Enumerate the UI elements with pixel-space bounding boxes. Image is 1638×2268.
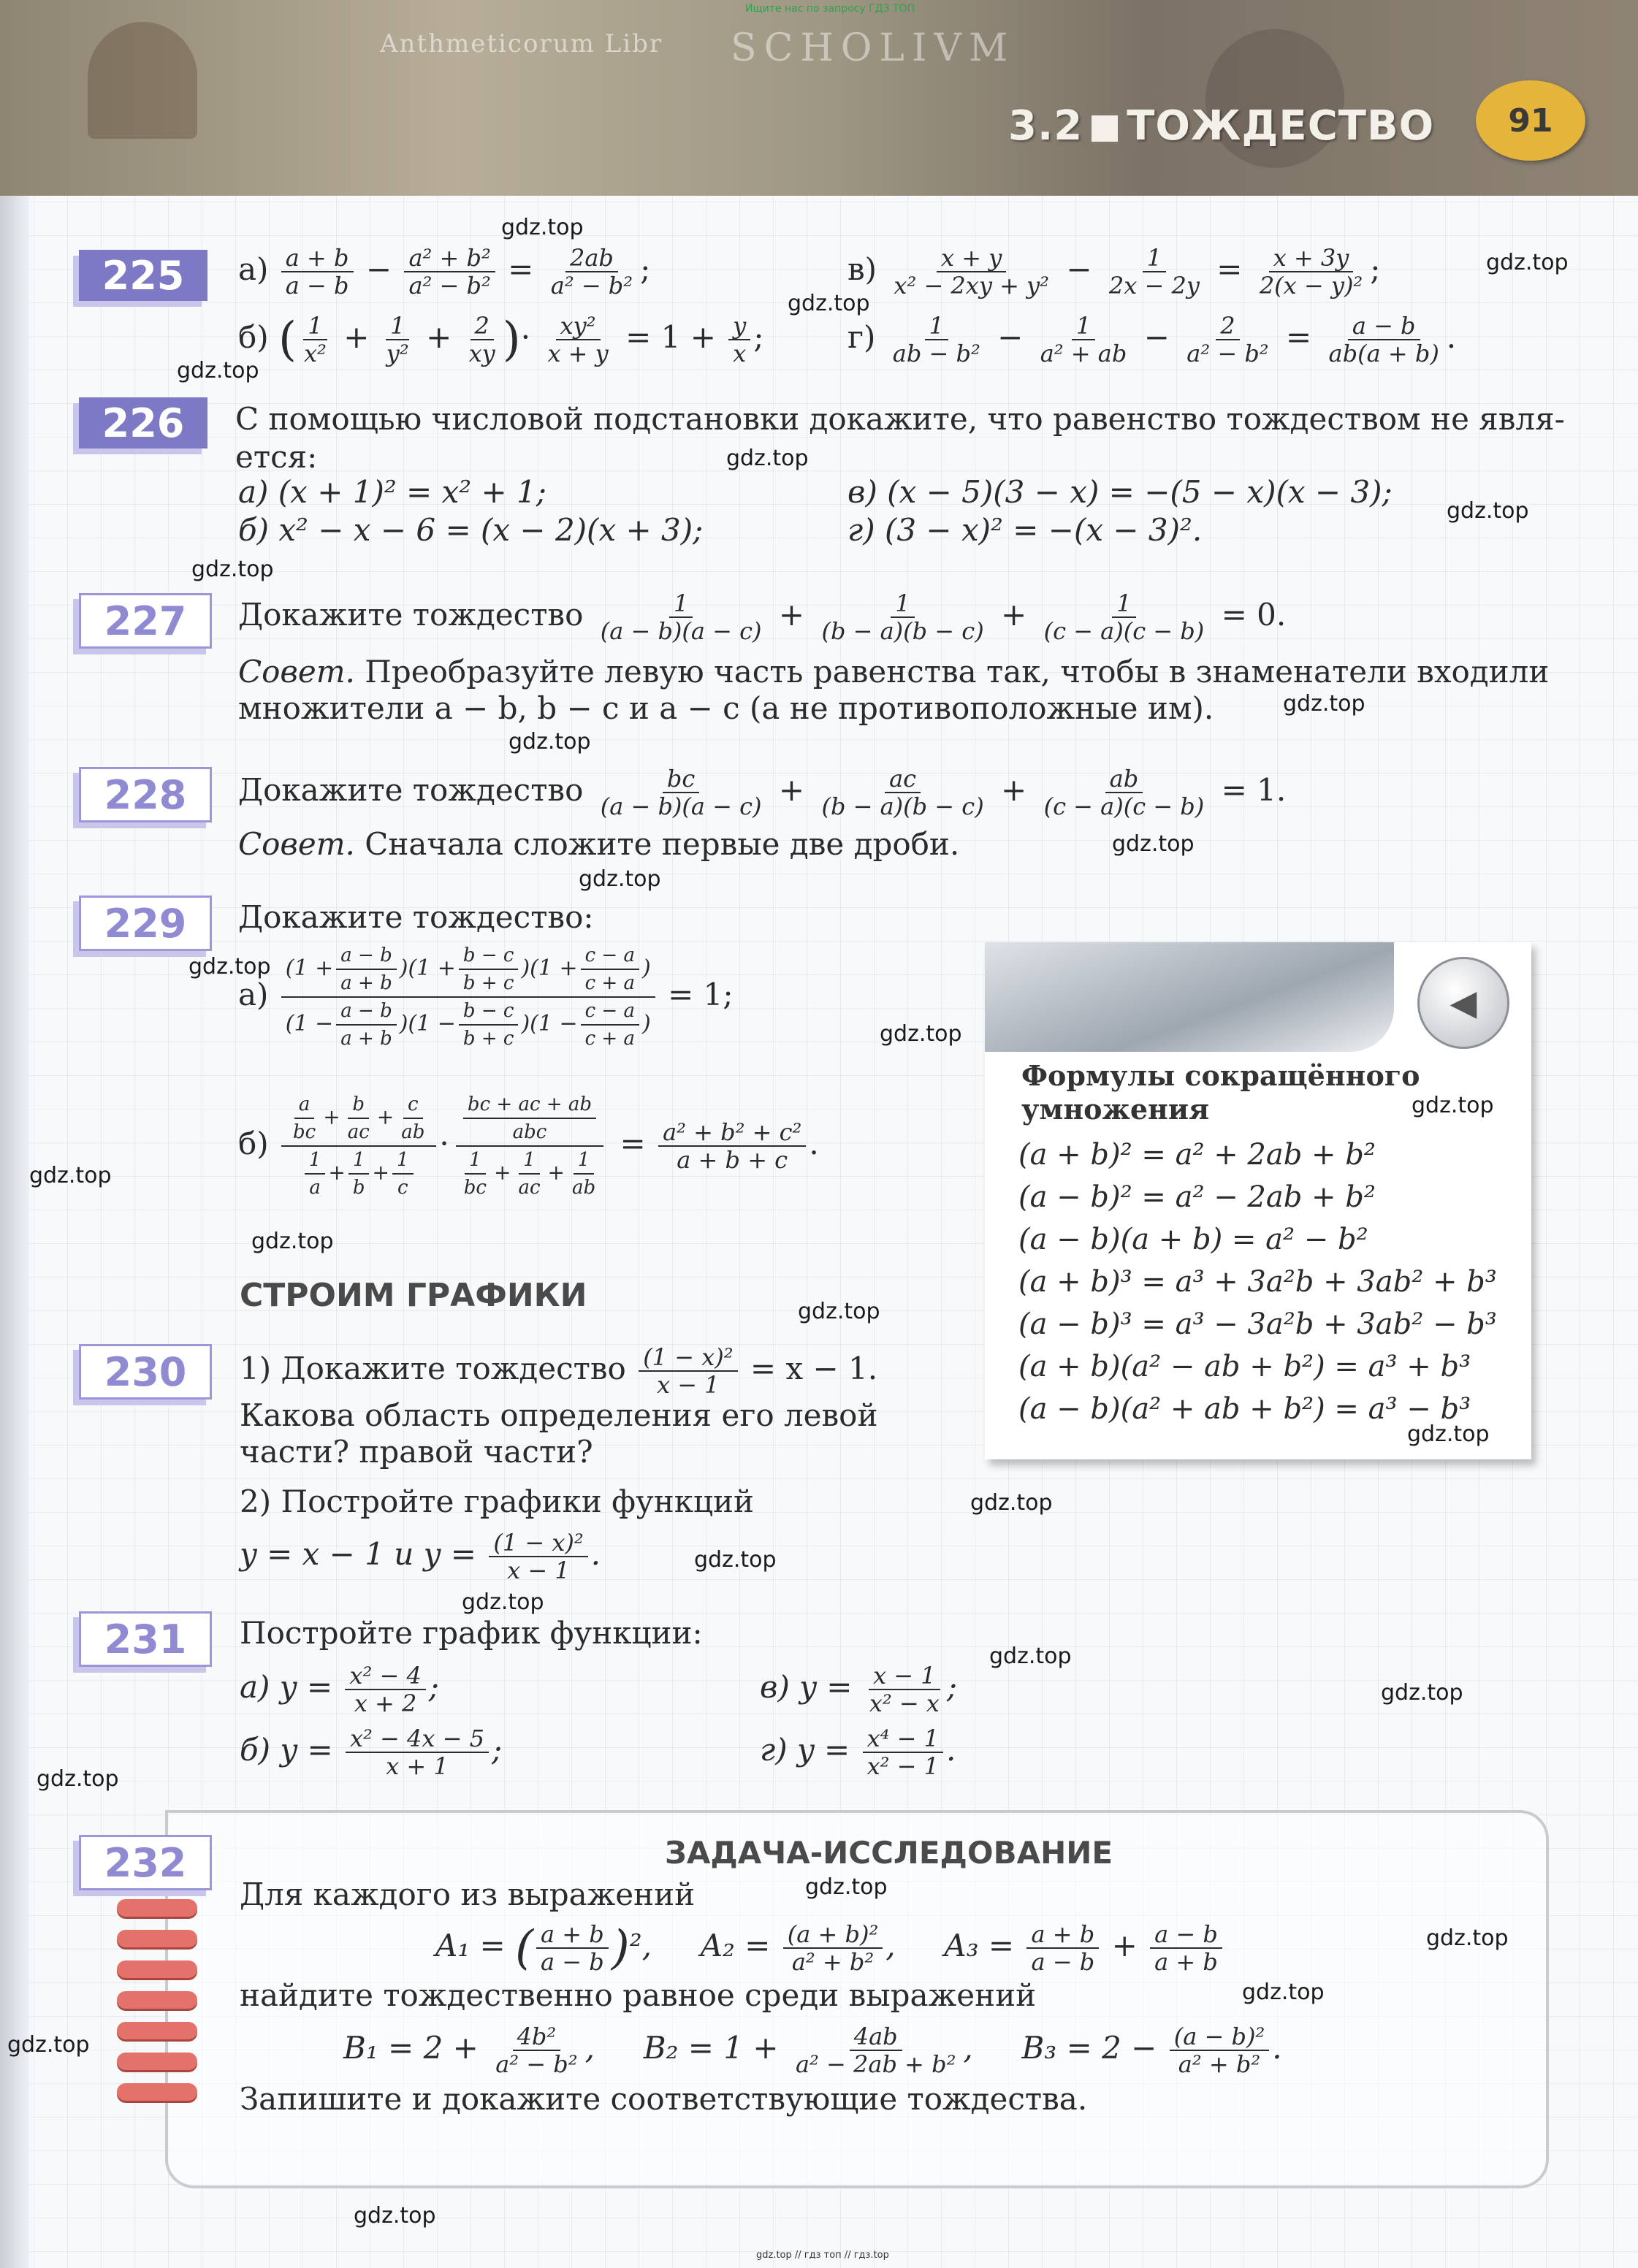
formula-item: (a + b)(a² − ab + b²) = a³ + b³ (1018, 1350, 1471, 1383)
section-title (1008, 102, 1434, 150)
ex230-p2: 2) Постройте графики функций (240, 1484, 754, 1519)
watermark[interactable]: gdz.top (726, 446, 809, 471)
ex232-end: Запишите и докажите соответствующие тождества. (240, 2081, 1088, 2117)
exercise-number-227: 227 (79, 593, 212, 649)
formula-card (985, 942, 1531, 1459)
ex226-text-1: С помощью числовой подстановки докажите, что равенство тождеством не явля- (235, 401, 1565, 437)
exercise-number-226: 226 (79, 397, 207, 448)
formula-card-title: Формулы сокращённого умножения (1021, 1059, 1420, 1126)
section-name: ТОЖДЕСТВО (1127, 102, 1435, 150)
ex230-p2-funcs: y = x − 1 и y = $\frac{\text{(1 − x)²}}{x - 1}$ . (240, 1529, 601, 1584)
watermark[interactable]: gdz.top (354, 2203, 436, 2229)
ex230-q2: части? правой части? (240, 1434, 593, 1470)
ex225-v: в) $\frac{x + y}{\text{x² − 2xy + y²}}$ − $\frac{1}{2x - 2y}$ = $\frac{x + 3y}{\text{2(x − y)²}}$ ; (847, 244, 1381, 299)
watermark[interactable]: gdz.top (29, 1163, 112, 1188)
exercise-number-230: 230 (79, 1344, 212, 1400)
ex232-A-expressions: A₁ = ( $\frac{a + b}{a - b}$ )², A₂ = $\frac{\text{(a + b)²}}{\text{a² + b²}}$ , A₃ = $\frac{a + b}{a - b}$ + $\frac{a - b}{a + b}$ (435, 1921, 1225, 1975)
watermark[interactable]: gdz.top (177, 358, 259, 383)
ex231-b: б) y = $\frac{\text{x² − 4x − 5}}{x + 1}$ ; (240, 1725, 503, 1780)
exercise-number-229: 229 (79, 896, 212, 951)
formula-item: (a − b)³ = a³ − 3a²b + 3ab² − b³ (1018, 1307, 1497, 1341)
ex231-g: г) y = $\frac{\text{x⁴ − 1}}{\text{x² − 1}}$ . (760, 1725, 956, 1780)
exercise-number-231: 231 (79, 1611, 212, 1667)
ex231-a: а) y = $\frac{\text{x² − 4}}{x + 2}$ ; (240, 1662, 439, 1717)
ex231-v: в) y = $\frac{x - 1}{\text{x² − x}}$ ; (760, 1662, 958, 1717)
watermark[interactable]: gdz.top (1283, 691, 1365, 717)
page-number: 91 (1476, 80, 1585, 161)
ex228-hint: Совет. Сначала сложите первые две дроби. (238, 826, 960, 862)
header-illustration (88, 22, 197, 139)
watermark[interactable]: gdz.top (501, 215, 584, 240)
watermark[interactable]: gdz.top (1412, 1093, 1494, 1118)
section-number: 3.2 (1008, 102, 1083, 150)
formula-list (1018, 1134, 1497, 1430)
ex232-B-expressions: B₁ = 2 + $\frac{\text{4b²}}{\text{a² − b²}}$ , B₂ = 1 + $\frac{4ab}{\text{a² − 2ab + b²}}$ , B₃ = 2 − $\frac{\text{(a − b)²}}{\text{a² + b²}}$ . (343, 2023, 1282, 2078)
header-latin-text: Anthmeticorum Libr (380, 29, 663, 58)
research-title: ЗАДАЧА-ИССЛЕДОВАНИЕ (665, 1835, 1113, 1871)
ex226-v: в) (x − 5)(3 − x) = −(5 − x)(x − 3); (847, 474, 1393, 510)
ex226-text-2: ется: (235, 439, 318, 475)
exercise-number-228: 228 (79, 767, 212, 822)
formula-item: (a − b)² = a² − 2ab + b² (1018, 1180, 1376, 1214)
watermark[interactable]: gdz.top (805, 1874, 888, 1900)
ex226-g: г) (3 − x)² = −(x − 3)². (847, 512, 1203, 548)
ex232-mid: найдите тождественно равное среди выражений (240, 1977, 1037, 2013)
ex229-lead: Докажите тождество: (238, 899, 594, 935)
watermark[interactable]: gdz.top (970, 1490, 1053, 1516)
watermark[interactable]: gdz.top (579, 866, 661, 892)
watermark[interactable]: gdz.top (1242, 1979, 1325, 2005)
watermark[interactable]: gdz.top (508, 729, 591, 755)
ex232-lead: Для каждого из выражений (240, 1876, 696, 1912)
page-header (0, 0, 1638, 196)
exercise-number-225: 225 (79, 250, 207, 301)
square-icon (1092, 115, 1118, 142)
spring-icon (117, 1899, 197, 2140)
ex229-a: а) (1 + $\frac{a - b}{a + b}$ )(1 + $\frac{b - c}{b + c}$ )(1 + $\frac{c - a}{c + a}$ ) (1 − $\frac{a - b}{a + b}$ )(1 − $\frac{b - c}{b + c}$ )(1 − $\frac{c - a}{c + a}$ ) = 1; (238, 942, 734, 1052)
watermark[interactable]: gdz.top (880, 1021, 962, 1047)
book-spine (0, 0, 29, 2268)
watermark[interactable]: gdz.top (788, 291, 870, 316)
formula-item: (a + b)² = a² + 2ab + b² (1018, 1138, 1376, 1172)
watermark[interactable]: gdz.top (989, 1643, 1072, 1669)
watermark[interactable]: gdz.top (7, 2032, 90, 2058)
watermark[interactable]: gdz.top (462, 1589, 544, 1615)
watermark[interactable]: gdz.top (1112, 831, 1195, 857)
ex225-g: г) $\frac{1}{\text{ab − b²}}$ − $\frac{1}{\text{a² + ab}}$ − $\frac{2}{\text{a² − b²}}$ = $\frac{a - b}{ab(a + b)}$ . (847, 312, 1457, 367)
top-note[interactable]: Ищите нас по запросу ГДЗ ТОП (745, 3, 915, 15)
watermark[interactable]: gdz.top (37, 1766, 119, 1792)
watermark[interactable]: gdz.top (694, 1547, 777, 1573)
ex229-b: б) $\frac{a}{bc}$ + $\frac{b}{ac}$ + $\frac{c}{ab}$ $\frac{1}{a}$ + $\frac{1}{b}$ + $\frac{1}{c}$ · bc + ac + ab abc $\frac{1}{bc}$ + $\frac{1}{ac}$ + $\frac{1}{ab}$ = $\frac{\text{a² + b² + c²}}{a + b + c}$ . (238, 1091, 819, 1201)
watermark[interactable]: gdz.top (191, 557, 274, 582)
ex230-p1: 1) Докажите тождество $\frac{\text{(1 − x)²}}{x - 1}$ = x − 1. (240, 1343, 878, 1399)
ex231-lead: Постройте график функции: (240, 1615, 703, 1651)
watermark[interactable]: gdz.top (251, 1229, 334, 1254)
formula-item: (a + b)³ = a³ + 3a²b + 3ab² + b³ (1018, 1265, 1497, 1299)
ex227-statement: Докажите тождество $\frac{1}{(a - b)(a - c)}$ + $\frac{1}{(b - a)(b - c)}$ + $\frac{1}{(c - a)(c - b)}$ = 0. (238, 589, 1287, 645)
page-curl (985, 942, 1394, 1052)
ex225-a: а) $\frac{a + b}{a - b}$ − $\frac{\text{a² + b²}}{\text{a² − b²}}$ = $\frac{2ab}{\text{a² − b²}}$ ; (238, 244, 651, 299)
watermark[interactable]: gdz.top (1447, 498, 1529, 524)
ex225-b: б) ( $\frac{1}{\text{x²}}$ + $\frac{1}{\text{y²}}$ + $\frac{2}{xy}$ )· $\frac{\text{xy²}}{x + y}$ = 1 + $\frac{y}{x}$ ; (238, 312, 764, 367)
ex227-hint-2: множители a − b, b − c и a − c (а не противоположные им). (238, 690, 1214, 726)
watermark[interactable]: gdz.top (1381, 1680, 1463, 1706)
watermark[interactable]: gdz.top (1486, 250, 1569, 275)
header-latin-text-2: SCHOLIVM (731, 26, 1016, 70)
bottom-note[interactable]: gdz.top // гдз топ // гдз.top (756, 2250, 889, 2261)
watermark[interactable]: gdz.top (188, 954, 271, 980)
watermark[interactable]: gdz.top (1426, 1925, 1509, 1951)
watermark[interactable]: gdz.top (1407, 1421, 1490, 1447)
ex228-statement: Докажите тождество $\frac{bc}{(a - b)(a - c)}$ + $\frac{ac}{(b - a)(b - c)}$ + $\frac{ab}{(c - a)(c - b)}$ = 1. (238, 765, 1287, 820)
ex226-a: а) (x + 1)² = x² + 1; (238, 474, 546, 510)
exercise-number-232: 232 (79, 1835, 212, 1890)
ex227-hint-1: Совет. Преобразуйте левую часть равенства так, чтобы в знаменатели входили (238, 654, 1550, 690)
formula-item: (a − b)(a² + ab + b²) = a³ − b³ (1018, 1392, 1471, 1426)
ex230-q1: Какова область определения его левой (240, 1397, 878, 1433)
watermark[interactable]: gdz.top (798, 1299, 880, 1324)
formula-item: (a − b)(a + b) = a² − b² (1018, 1223, 1368, 1256)
ex226-b: б) x² − x − 6 = (x − 2)(x + 3); (238, 512, 704, 548)
back-button-icon[interactable]: ◀ (1417, 957, 1509, 1049)
subheading-graphs: СТРОИМ ГРАФИКИ (240, 1277, 587, 1314)
